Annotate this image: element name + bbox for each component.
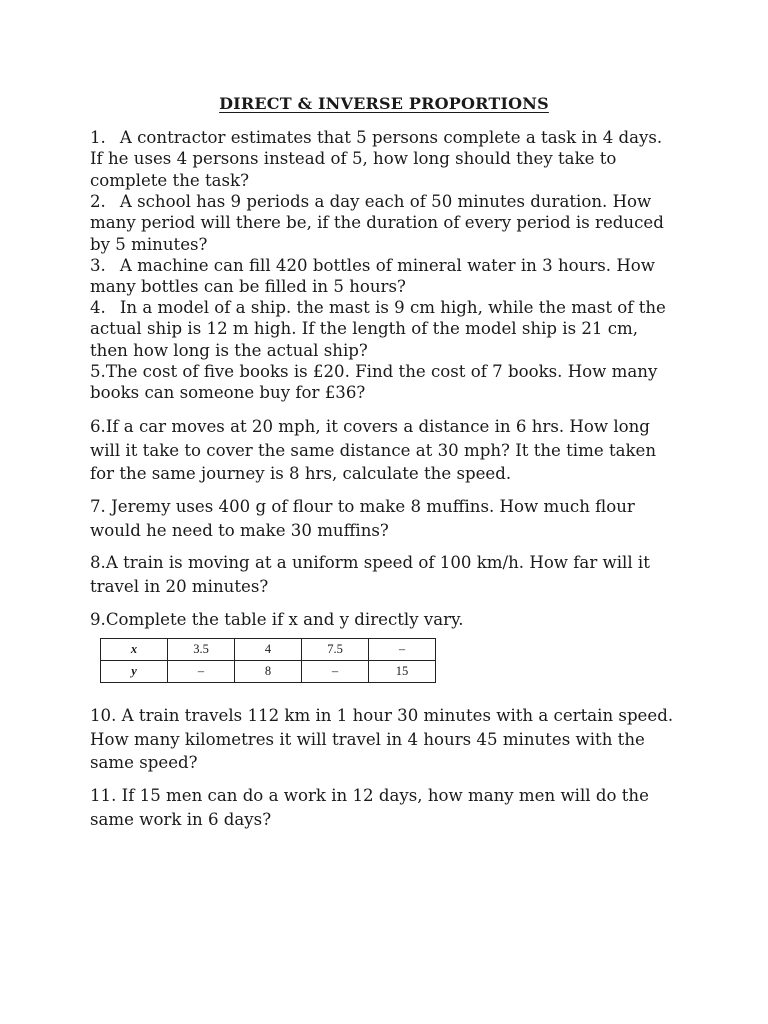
variation-table [100, 638, 436, 683]
table-row-x [101, 639, 436, 661]
table-cell: 15 [369, 661, 436, 683]
question-2 [90, 191, 680, 255]
table-cell: 3.5 [168, 639, 235, 661]
table-cell: 8 [235, 661, 302, 683]
question-7: 7. Jeremy uses 400 g of flour to make 8 muffins. How much flour would he need to make 30 muffins? [90, 497, 635, 540]
question-1 [90, 127, 680, 191]
question-10: 10. A train travels 112 km in 1 hour 30 minutes with a certain speed. How many kilometres it will travel in 4 hours 45 minutes with the same speed? [90, 706, 674, 772]
table-header-y: y [101, 661, 168, 683]
question-6: 6.If a car moves at 20 mph, it covers a distance in 6 hrs. How long will it take to cover the same distance at 30 mph? It the time taken for the same journey is 8 hrs, calculate the speed. [90, 417, 657, 483]
question-4-number: 4. [90, 298, 106, 317]
table-header-x: x [101, 639, 168, 661]
table-cell: – [369, 639, 436, 661]
table-cell: – [168, 661, 235, 683]
table-cell: – [302, 661, 369, 683]
question-5: 5.The cost of five books is £20. Find the cost of 7 books. How many books can someone buy for £36? [90, 362, 658, 403]
question-1-text: A contractor estimates that 5 persons complete a task in 4 days. If he uses 4 persons instead of 5, how long should they take to complete the task? [90, 128, 663, 190]
question-3-number: 3. [90, 256, 106, 275]
question-9: 9.Complete the table if x and y directly vary. [90, 610, 464, 629]
question-1-number: 1. [90, 128, 106, 147]
table-cell: 4 [235, 639, 302, 661]
question-3 [90, 255, 680, 298]
question-11: 11. If 15 men can do a work in 12 days, how many men will do the same work in 6 days? [90, 786, 649, 829]
question-2-text: A school has 9 periods a day each of 50 minutes duration. How many period will there be, if the duration of every period is reduced by 5 minutes? [90, 192, 664, 254]
question-2-number: 2. [90, 192, 106, 211]
page-title: DIRECT & INVERSE PROPORTIONS [219, 94, 549, 113]
question-3-text: A machine can fill 420 bottles of mineral water in 3 hours. How many bottles can be filled in 5 hours? [90, 256, 656, 297]
table-row-y [101, 661, 436, 683]
question-8: 8.A train is moving at a uniform speed of 100 km/h. How far will it travel in 20 minutes? [90, 553, 650, 596]
table-cell: 7.5 [302, 639, 369, 661]
question-4-text: In a model of a ship. the mast is 9 cm high, while the mast of the actual ship is 12 m high. If the length of the model ship is 21 cm, then how long is the actual ship? [90, 298, 666, 360]
question-4 [90, 297, 680, 361]
